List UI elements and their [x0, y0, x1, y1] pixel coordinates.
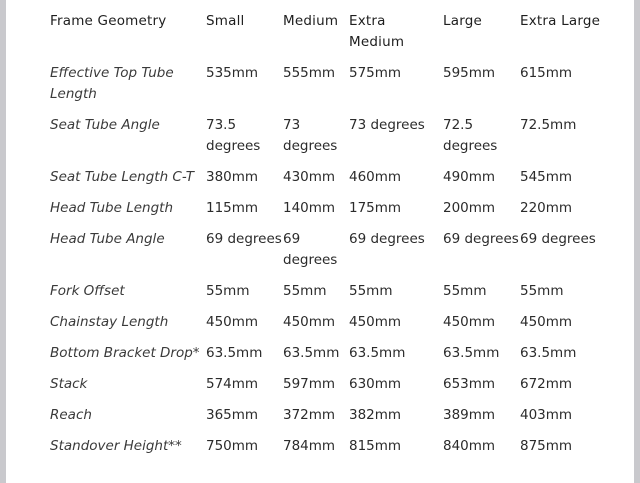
cell-extra-large: 450mm [520, 314, 573, 330]
cell-extra-medium: 175mm [349, 200, 402, 216]
cell-label: Chainstay Length [50, 314, 169, 330]
cell-label: Reach [50, 407, 92, 423]
cell-medium: 450mm [283, 314, 336, 330]
cell-label: Bottom Bracket Drop* [50, 345, 200, 361]
cell-extra-large: 615mm [520, 65, 573, 81]
cell-extra-large: 220mm [520, 200, 573, 216]
cell-label: Head Tube Angle [50, 231, 165, 247]
cell-medium: 63.5mm [283, 345, 340, 361]
table-row [6, 281, 634, 312]
table-row [6, 374, 634, 405]
header-frame-geometry: Frame Geometry [50, 13, 167, 29]
cell-extra-medium: 630mm [349, 376, 402, 392]
cell-medium: 430mm [283, 169, 336, 185]
cell-extra-large: 63.5mm [520, 345, 577, 361]
header-medium: Medium [283, 13, 339, 29]
table-row [6, 198, 634, 229]
header-extra-large: Extra Large [520, 13, 601, 29]
cell-large: 55mm [443, 283, 487, 299]
cell-extra-large: 403mm [520, 407, 573, 423]
cell-small: 55mm [206, 283, 250, 299]
cell-label: Standover Height** [50, 438, 182, 454]
table-row [6, 405, 634, 436]
cell-small: 73.5 degrees [206, 117, 261, 154]
cell-large: 69 degrees [443, 231, 519, 247]
cell-medium: 372mm [283, 407, 336, 423]
cell-label: Fork Offset [50, 283, 125, 299]
cell-label: Seat Tube Length C-T [50, 169, 194, 185]
cell-large: 450mm [443, 314, 496, 330]
header-extra-medium: Extra Medium [349, 13, 405, 50]
cell-extra-medium: 63.5mm [349, 345, 406, 361]
cell-extra-medium: 815mm [349, 438, 402, 454]
cell-small: 69 degrees [206, 231, 282, 247]
cell-extra-medium: 73 degrees [349, 117, 425, 133]
cell-label: Effective Top Tube Length [50, 65, 174, 102]
cell-large: 840mm [443, 438, 496, 454]
cell-label: Stack [50, 376, 88, 392]
cell-small: 380mm [206, 169, 259, 185]
cell-extra-medium: 450mm [349, 314, 402, 330]
cell-extra-medium: 575mm [349, 65, 402, 81]
cell-extra-medium: 69 degrees [349, 231, 425, 247]
frame-geometry-table [6, 0, 634, 467]
cell-label: Head Tube Length [50, 200, 174, 216]
cell-medium: 69 degrees [283, 231, 338, 268]
table-row [6, 312, 634, 343]
cell-extra-large: 69 degrees [520, 231, 596, 247]
cell-large: 72.5 degrees [443, 117, 498, 154]
cell-extra-large: 72.5mm [520, 117, 577, 133]
cell-extra-large: 875mm [520, 438, 573, 454]
cell-small: 535mm [206, 65, 259, 81]
cell-small: 115mm [206, 200, 259, 216]
cell-large: 595mm [443, 65, 496, 81]
header-large: Large [443, 13, 482, 29]
table-row [6, 229, 634, 281]
cell-large: 200mm [443, 200, 496, 216]
cell-large: 490mm [443, 169, 496, 185]
table-row [6, 343, 634, 374]
table-row [6, 115, 634, 167]
cell-medium: 140mm [283, 200, 336, 216]
cell-medium: 597mm [283, 376, 336, 392]
cell-medium: 55mm [283, 283, 327, 299]
cell-extra-large: 55mm [520, 283, 564, 299]
cell-medium: 555mm [283, 65, 336, 81]
cell-label: Seat Tube Angle [50, 117, 160, 133]
cell-small: 750mm [206, 438, 259, 454]
cell-extra-medium: 460mm [349, 169, 402, 185]
cell-medium: 784mm [283, 438, 336, 454]
cell-large: 63.5mm [443, 345, 500, 361]
table-row [6, 436, 634, 467]
cell-extra-large: 545mm [520, 169, 573, 185]
table-body [6, 63, 634, 467]
cell-small: 63.5mm [206, 345, 263, 361]
cell-small: 574mm [206, 376, 259, 392]
table-row [6, 167, 634, 198]
cell-small: 365mm [206, 407, 259, 423]
cell-large: 389mm [443, 407, 496, 423]
page [6, 0, 634, 483]
cell-extra-medium: 55mm [349, 283, 393, 299]
cell-extra-medium: 382mm [349, 407, 402, 423]
cell-small: 450mm [206, 314, 259, 330]
cell-medium: 73 degrees [283, 117, 338, 154]
table-row [6, 63, 634, 115]
header-row [6, 0, 634, 63]
cell-large: 653mm [443, 376, 496, 392]
cell-extra-large: 672mm [520, 376, 573, 392]
header-small: Small [206, 13, 245, 29]
